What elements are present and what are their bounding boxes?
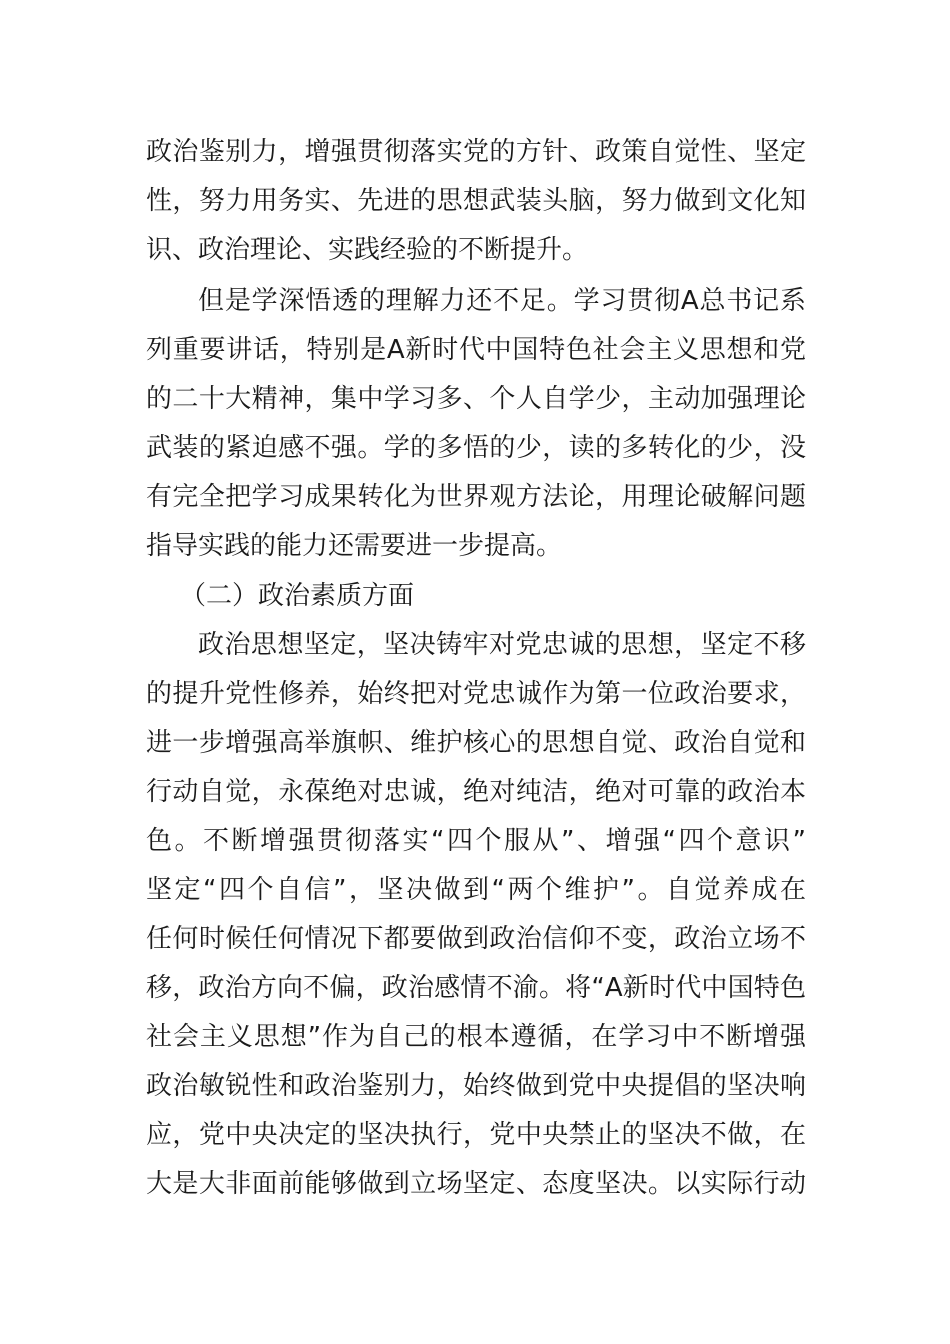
paragraph-line: 列重要讲话，特别是A新时代中国特色社会主义思想和党 bbox=[146, 335, 806, 365]
paragraph-line: 色。不断增强贯彻落实“四个服从”、增强“四个意识” bbox=[146, 826, 806, 856]
paragraph-line: 有完全把学习成果转化为世界观方法论，用理论破解问题 bbox=[146, 482, 806, 512]
section-heading bbox=[146, 572, 806, 621]
paragraph-line: 的二十大精神，集中学习多、个人自学少，主动加强理论 bbox=[146, 384, 806, 414]
paragraph-line: 的提升党性修养，始终把对党忠诚作为第一位政治要求， bbox=[146, 679, 806, 709]
paragraph-line: 社会主义思想”作为自己的根本遵循，在学习中不断增强 bbox=[146, 1022, 806, 1052]
section-heading-text: （二）政治素质方面 bbox=[180, 581, 415, 611]
paragraph-line: 武装的紧迫感不强。学的多悟的少，读的多转化的少，没 bbox=[146, 433, 806, 463]
paragraph-line: 行动自觉，永葆绝对忠诚，绝对纯洁，绝对可靠的政治本 bbox=[146, 777, 806, 807]
paragraph-line: 识、政治理论、实践经验的不断提升。 bbox=[146, 235, 589, 265]
paragraph-2 bbox=[146, 277, 806, 571]
paragraph-line: 指导实践的能力还需要进一步提高。 bbox=[146, 531, 563, 561]
paragraph-line: 性，努力用务实、先进的思想武装头脑，努力做到文化知 bbox=[146, 186, 806, 216]
paragraph-line: 移，政治方向不偏，政治感情不渝。将“A新时代中国特色 bbox=[146, 973, 806, 1003]
paragraph-line: 政治敏锐性和政治鉴别力，始终做到党中央提倡的坚决响 bbox=[146, 1071, 806, 1101]
paragraph-line: 政治思想坚定，坚决铸牢对党忠诚的思想，坚定不移 bbox=[198, 630, 806, 660]
paragraph-line: 应，党中央决定的坚决执行，党中央禁止的坚决不做，在 bbox=[146, 1120, 806, 1150]
paragraph-line: 政治鉴别力，增强贯彻落实党的方针、政策自觉性、坚定 bbox=[146, 137, 806, 167]
paragraph-line: 进一步增强高举旗帜、维护核心的思想自觉、政治自觉和 bbox=[146, 728, 806, 758]
paragraph-line: 任何时候任何情况下都要做到政治信仰不变，政治立场不 bbox=[146, 924, 806, 954]
paragraph-3 bbox=[146, 621, 806, 1209]
paragraph-1 bbox=[146, 128, 806, 275]
paragraph-line: 但是学深悟透的理解力还不足。学习贯彻A总书记系 bbox=[198, 286, 806, 316]
paragraph-line: 大是大非面前能够做到立场坚定、态度坚决。以实际行动 bbox=[146, 1169, 806, 1199]
paragraph-line: 坚定“四个自信”，坚决做到“两个维护”。自觉养成在 bbox=[146, 875, 806, 905]
